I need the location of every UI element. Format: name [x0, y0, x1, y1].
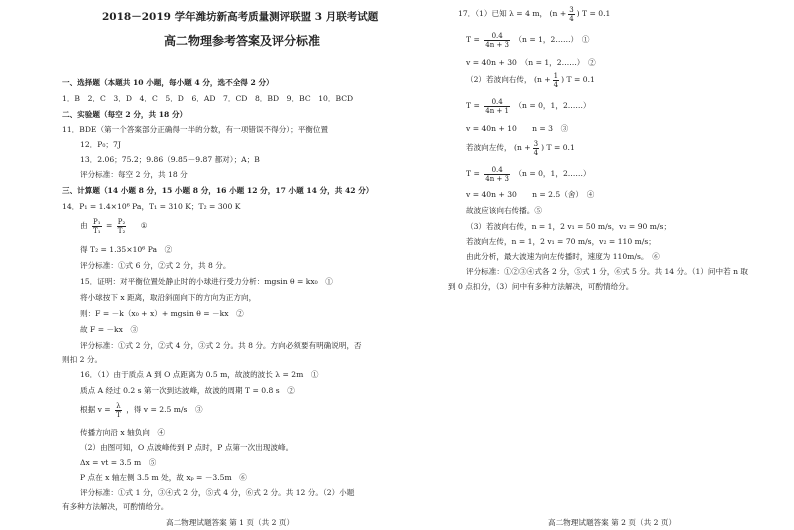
answer-line: 故 F = －kx ③ [80, 325, 139, 334]
answer-line: 得 T₂ = 1.35×10⁶ Pa ② [80, 245, 173, 254]
scoring-line: 评分标准：①②③④式各 2 分，⑤式 1 分，⑥式 5 分。共 14 分。（1）问中若 n 取 [466, 267, 749, 276]
answer-line: （3）若波向右传，n = 1，2 v₁ = 50 m/s，v₂ = 90 m/s； [466, 222, 672, 231]
answer-line: v = 40n + 30 （n = 1，2……） ② [466, 58, 596, 67]
answer-line: 16．（1）由于质点 A 到 O 点距离为 0.5 m，故波的波长 λ = 2m ① [80, 370, 319, 379]
equation-line: （2）若波向右传， (n + $\frac{1}{4}$ ) T = 0.1 [466, 71, 595, 89]
fraction-period: $\frac{0.4}{4n + 1}$ [485, 97, 509, 115]
fraction-period: $\frac{0.4}{4n + 3}$ [485, 165, 509, 183]
answer-line: v = 40n + 10 n = 3 ③ [466, 124, 569, 133]
answer-line: 14．P₁ = 1.4×10⁶ Pa，T₁ = 310 K；T₂ = 300 K [62, 202, 241, 211]
answer-line: Δx = vt = 3.5 m ⑤ [80, 458, 157, 467]
scoring-line: 评分标准：①式 6 分，②式 2 分，共 8 分。 [80, 261, 231, 270]
equation-line: T = $\frac{0.4}{4n + 3}$ （n = 0，1，2……） [466, 165, 591, 183]
answer-line: 1．B 2．C 3．D 4．C 5．D 6．AD 7．CD 8．BD 9．BC 10．BCD [62, 94, 354, 103]
scoring-line: 则扣 2 分。 [62, 355, 103, 364]
fraction-lambda-t: $\frac{\lambda}{T}$ [116, 401, 121, 419]
page-footer: 高二物理试题答案 第 1 页（共 2 页） [166, 518, 295, 527]
answer-line: 13．2.06；75.2；9.86（9.85－9.87 都对）；A；B [80, 155, 260, 164]
answer-line: 故波应该向右传播。⑤ [466, 206, 542, 215]
answer-line: 由此分析，最大波速为向左传播时，速度为 110m/s。 ⑥ [466, 252, 660, 261]
scoring-line: 评分标准：①式 1 分，③④式 2 分，⑤式 4 分，⑥式 2 分。共 12 分。（2）小题 [80, 488, 355, 497]
answer-line: 若波向左传，n = 1，2 v₁ = 70 m/s，v₂ = 110 m/s； [466, 237, 656, 246]
equation-line: T = $\frac{0.4}{4n + 3}$ （n = 1，2……） ① [466, 31, 590, 49]
fraction-p1-t1: $\frac{\text{P₁}}{\text{T₁}}$ [93, 217, 101, 235]
fraction-3-4: $\frac{3}{4}$ [533, 139, 539, 157]
fraction-p2-t2: $\frac{\text{P₂}}{\text{T₂}}$ [117, 217, 126, 235]
scoring-line: 有多种方法解决，可酌情给分。 [62, 502, 169, 511]
equation-line: 若波向左传， (n + $\frac{3}{4}$ ) T = 0.1 [466, 139, 575, 157]
answer-line: 11．BDE（第一个答案部分正确得一半的分数，有一项错误不得分）；平衡位置 [62, 125, 329, 134]
section-heading-1: 一、选择题（本题共 10 小题，每小题 4 分，选不全得 2 分） [62, 78, 274, 87]
fraction-1-4: $\frac{1}{4}$ [553, 71, 559, 89]
exam-title: 2018－2019 学年潍坊新高考质量测评联盟 3 月联考试题 [102, 11, 379, 23]
page-footer: 高二物理试题答案 第 2 页（共 2 页） [548, 518, 677, 527]
answer-line: （2）由图可知，O 点波峰传到 P 点时，P 点第一次出现波峰。 [80, 443, 294, 452]
answer-line: 则：F = －k（x₀ + x）+ mgsin θ = －kx ② [80, 309, 244, 318]
answer-line: 12．P₀；7J [80, 140, 121, 149]
equation-line: 根据 v = $\frac{\lambda}{T}$ ，得 v = 2.5 m/s ③ [80, 401, 203, 419]
fraction-period: $\frac{0.4}{4n + 3}$ [485, 31, 509, 49]
answer-line: 质点 A 经过 0.2 s 第一次到达波峰，故波的周期 T = 0.8 s ② [80, 386, 295, 395]
scoring-line: 评分标准：①式 2 分，②式 4 分，③式 2 分。共 8 分。方向必须要有明确说明，否 [80, 341, 362, 350]
answer-line: v = 40n + 30 n = 2.5（舍） ④ [466, 190, 595, 199]
equation-line: 17．（1）已知 λ = 4 m， (n + $\frac{3}{4}$ ) T = 0.1 [458, 5, 611, 23]
equation-line: T = $\frac{0.4}{4n + 1}$ （n = 0，1，2……） [466, 97, 591, 115]
scoring-line: 评分标准：每空 2 分，共 18 分 [80, 170, 188, 179]
answer-line: P 点在 x 轴左侧 3.5 m 处，故 xₚ = －3.5m ⑥ [80, 473, 247, 482]
page-subtitle: 高二物理参考答案及评分标准 [164, 34, 321, 48]
answer-line: 传播方向沿 x 轴负向 ④ [80, 428, 166, 437]
scoring-line: 到 0 点扣分，（3）问中有多种方法解决，可酌情给分。 [448, 282, 634, 291]
answer-line: 15．证明：对平衡位置处静止时的小球进行受力分析：mgsin θ = kx₀ ① [80, 277, 333, 286]
section-heading-3: 三、计算题（14 小题 8 分，15 小题 8 分，16 小题 12 分，17 小题 14 分，共 42 分） [62, 186, 374, 195]
section-heading-2: 二、实验题（每空 2 分，共 18 分） [62, 110, 188, 119]
equation-line: 由 $\frac{\text{P₁}}{\text{T₁}}$ = $\frac{\text{P₂}}{\text{T₂}}$ ① [80, 217, 148, 235]
fraction-3-4: $\frac{3}{4}$ [569, 5, 574, 23]
answer-line: 将小球按下 x 距离，取沿斜面向下的方向为正方向， [80, 293, 257, 302]
